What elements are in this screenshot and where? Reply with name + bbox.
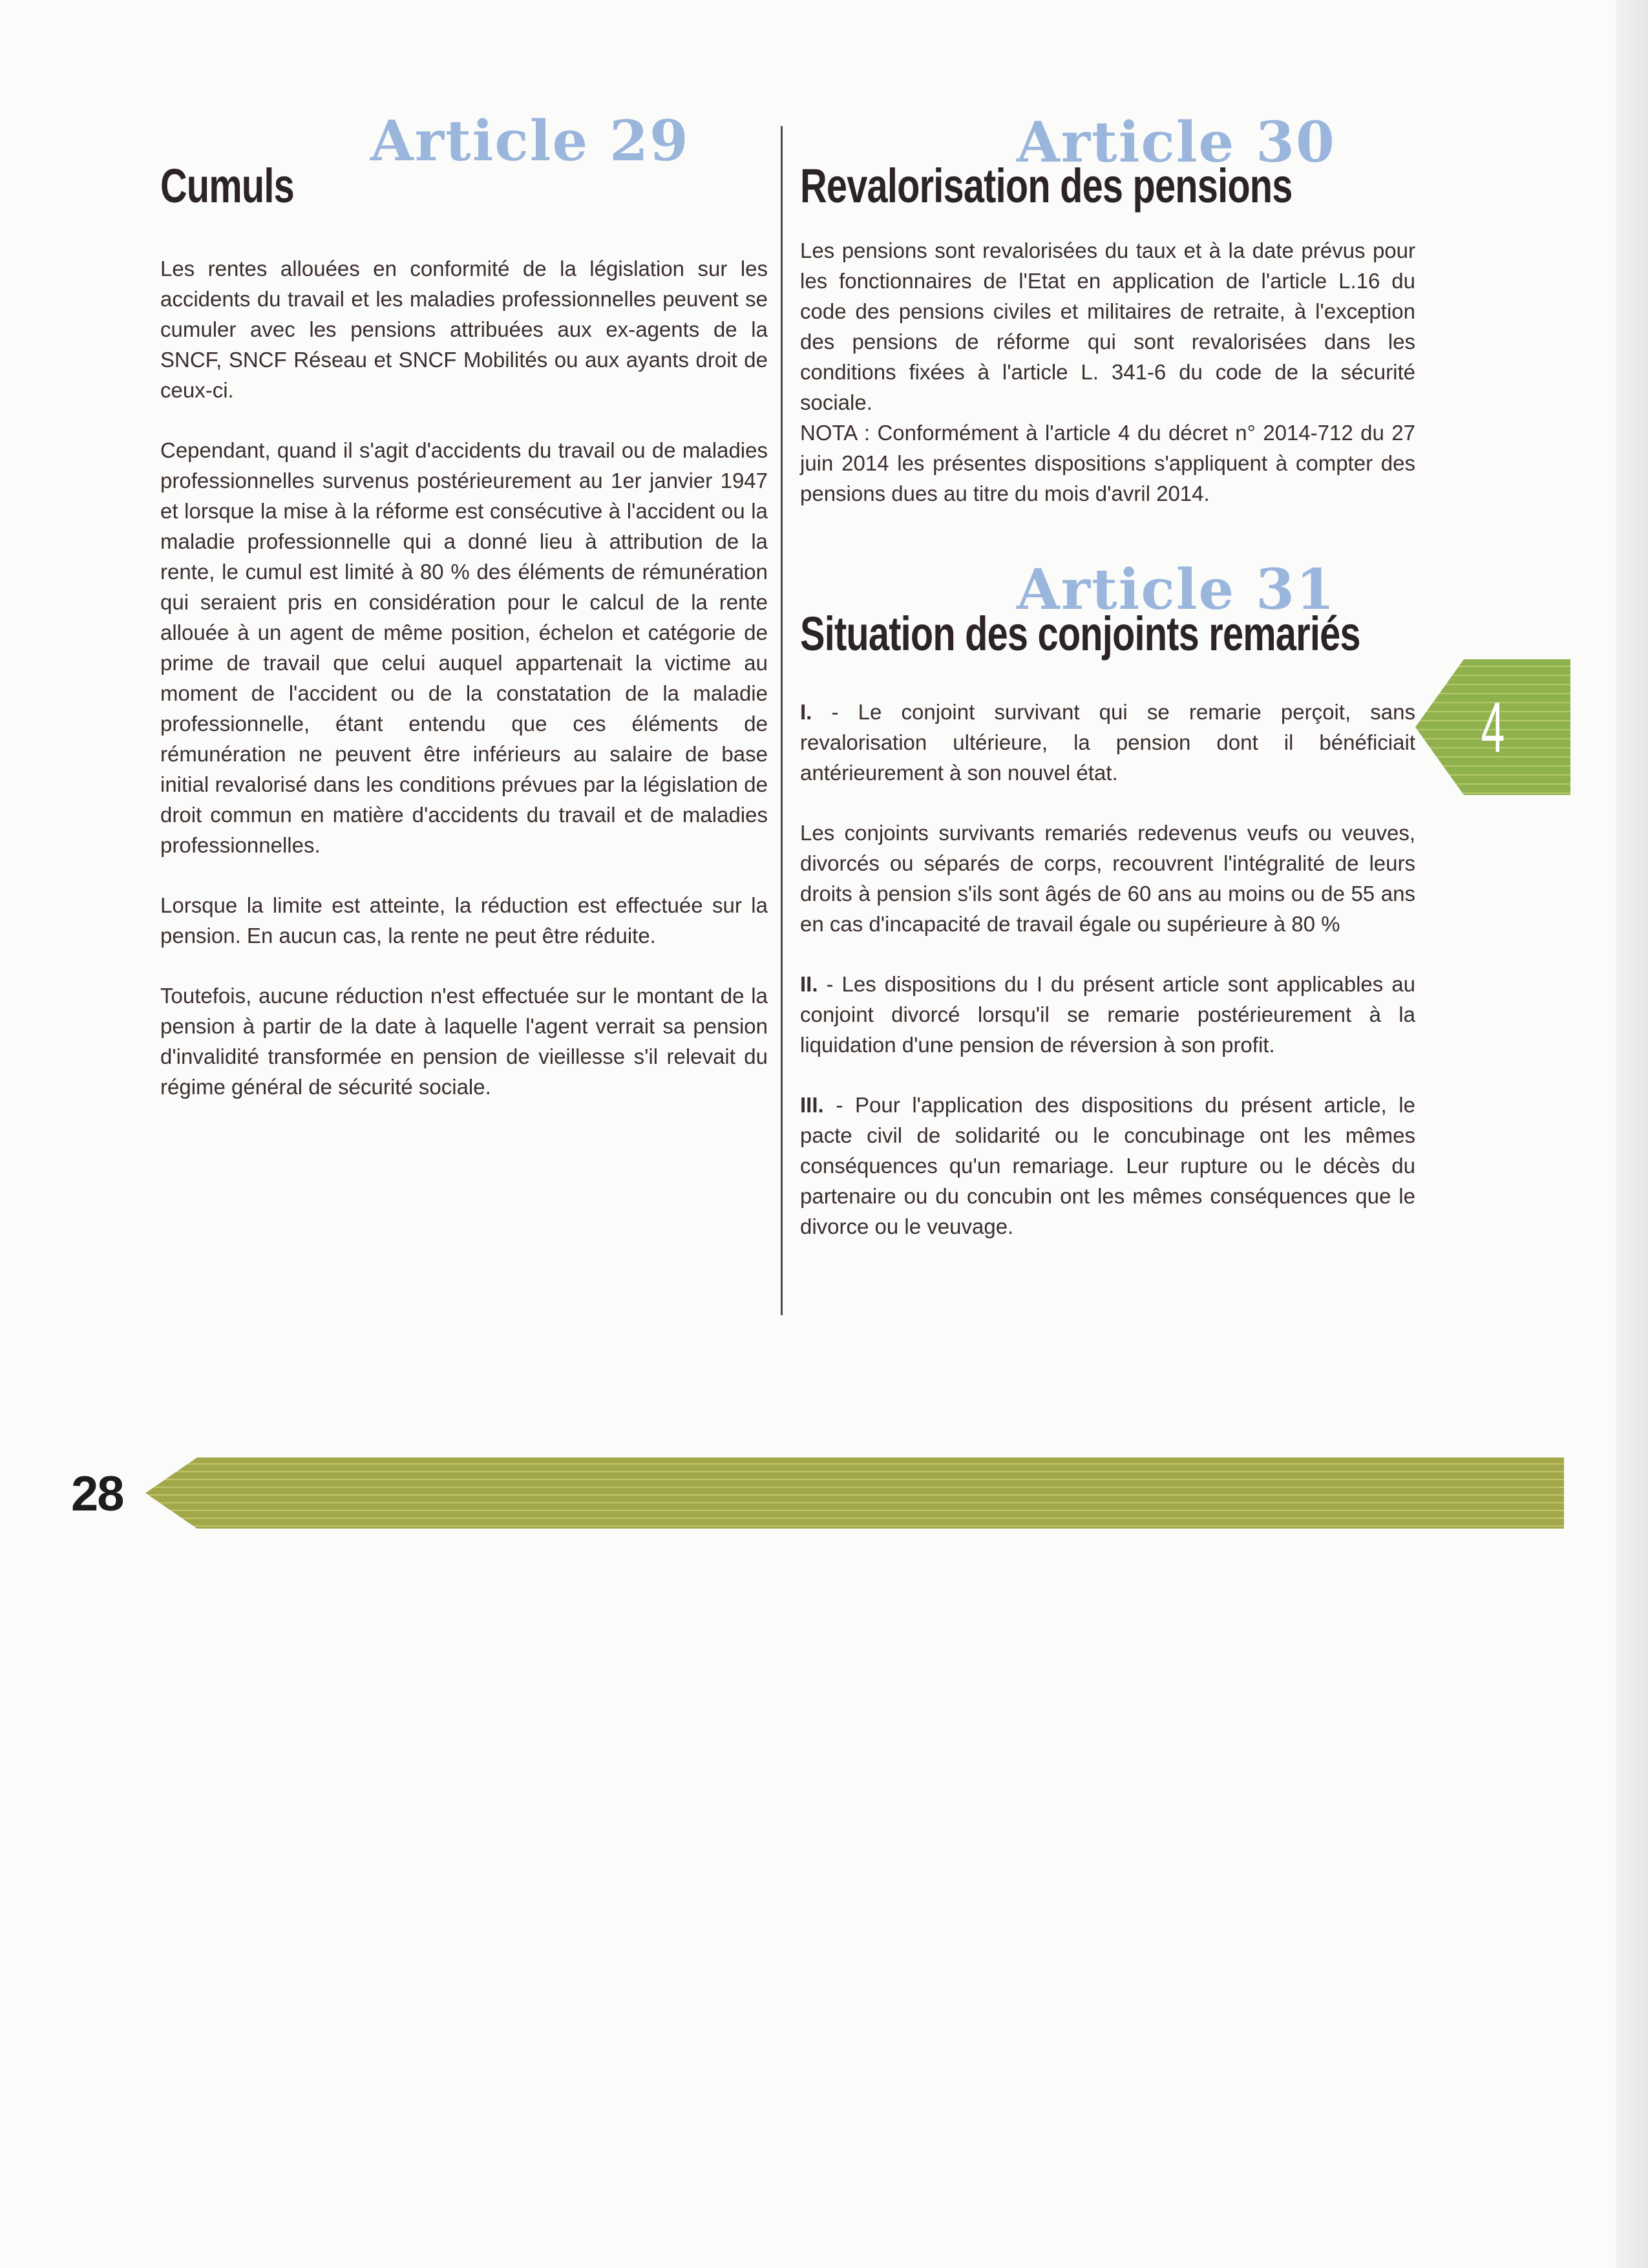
article-31-title: Situation des conjoints remariés [800,607,1360,661]
article-30-body [800,235,1415,538]
section-text: - Pour l'application des dispositions du présent article, le pacte civil de solidarité ou le concubinage ont les mêmes conséquences qu'un remariage. Leur rupture ou le décès du partenaire ou du concubin ont les mêmes conséquences que le divorce ou le veuvage. [800,1093,1415,1238]
roman-numeral: I. [800,700,812,724]
article-29-paragraph: Lorsque la limite est atteinte, la réduction est effectuée sur la pension. En aucun cas, la rente ne peut être réduite. [160,893,768,948]
footer-banner-shape [71,1457,1564,1529]
article-29-paragraph: Les rentes allouées en conformité de la législation sur les accidents du travail et les maladies professionnelles peuvent se cumuler avec les pensions attribuées aux ex-agents de la SNCF, SNCF Réseau et SNCF Mobilités ou aux ayants droit de ceux-ci. [160,257,768,402]
roman-numeral: III. [800,1093,824,1117]
chapter-number: 4 [1481,687,1505,767]
article-31-section [800,1090,1415,1242]
section-text: - Les dispositions du I du présent article sont applicables au conjoint divorcé lorsqu'il se remarie postérieurement à la liquidation d'une pension de réversion à son profit. [800,972,1415,1057]
page-number: 28 [71,1467,123,1521]
article-30-paragraph: Les pensions sont revalorisées du taux et à la date prévus pour les fonctionnaires de l'Etat en application de l'article L.16 du code des pensions civiles et militaires de retraite, à l'exception des pensions de réforme qui sont revalorisées dans les conditions fixées à l'article L. 341-6 du code de la sécurité sociale. [800,238,1415,414]
article-29-title: Cumuls [160,159,294,213]
article-29-paragraph: Cependant, quand il s'agit d'accidents du travail ou de maladies professionnelles survenus postérieurement au 1er janvier 1947 et lorsque la mise à la réforme est consécutive à l'accident ou la maladie professionnelle qui a donné lieu à attribution de la rente, le cumul est limité à 80 % des éléments de rémunération qui seraient pris en considération pour le calcul de la rente allouée à un agent de même position, échelon et catégorie de prime de travail que celui auquel appartenait la victime au moment de l'accident ou de la constatation de la maladie professionnelle, étant entendu que ces éléments de rémunération ne peuvent être inférieurs au salaire de base initial revalorisé dans les conditions prévues par la législation de droit commun en matière d'accidents du travail et de maladies professionnelles. [160,438,768,857]
footer-banner [71,1457,1564,1529]
article-31-section [800,697,1415,788]
article-29-label: Article 29 [370,109,690,174]
article-30-title: Revalorisation des pensions [800,159,1293,213]
scan-edge-shadow [1616,0,1648,2268]
section-text: - Le conjoint survivant qui se remarie perçoit, sans revalorisation ultérieure, la pension dont il bénéficiait antérieurement à son nouvel état. [800,700,1415,785]
article-31-section [800,818,1415,939]
chapter-tab [1415,659,1570,795]
article-29-paragraph: Toutefois, aucune réduction n'est effectuée sur le montant de la pension à partir de la date à laquelle l'agent verrait sa pension d'invalidité transformée en pension de vieillesse s'il relevait du régime général de sécurité sociale. [160,984,768,1099]
article-31-section [800,969,1415,1060]
roman-numeral: II. [800,972,818,996]
section-text: Les conjoints survivants remariés redevenus veufs ou veuves, divorcés ou séparés de corps, recouvrent l'intégralité de leurs droits à pension s'ils sont âgés de 60 ans au moins ou de 55 ans en cas d'incapacité de travail égale ou supérieure à 80 % [800,821,1415,936]
article-30-label: Article 30 [1017,110,1336,175]
article-31-label: Article 31 [1017,557,1336,622]
article-30-nota: NOTA : Conformément à l'article 4 du décret n° 2014-712 du 27 juin 2014 les présentes dispositions s'appliquent à compter des pensions dues au titre du mois d'avril 2014. [800,421,1415,505]
column-divider [781,126,783,1315]
article-31-body [800,697,1415,1271]
article-29-body [160,253,768,1132]
